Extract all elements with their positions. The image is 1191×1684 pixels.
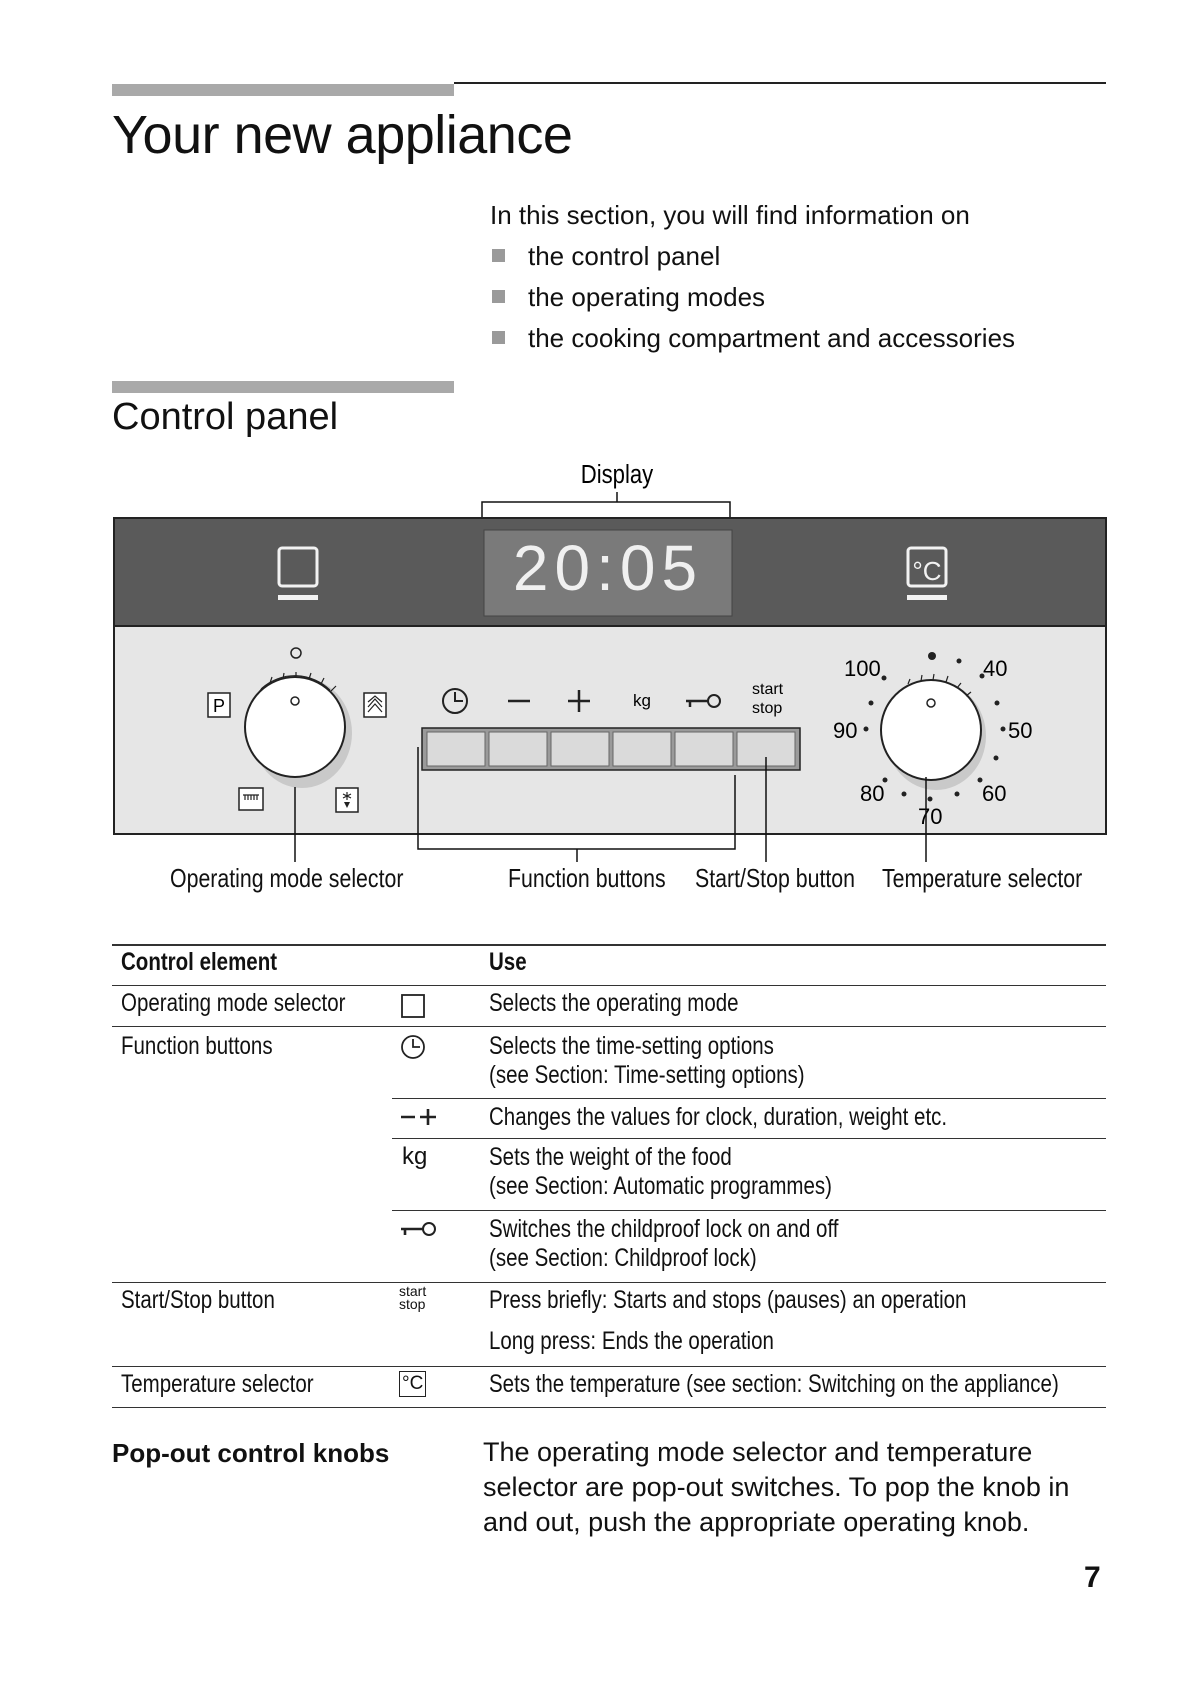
function-button [675,732,733,766]
defrost-icon [336,788,358,812]
callout-function-buttons: Function buttons [508,863,666,893]
programme-p-text: P [212,696,226,716]
table-cell-use: Long press: Ends the operation [489,1327,774,1355]
clock-icon [399,1033,427,1061]
celsius-indicator-text: °C [912,556,942,586]
display-label: Display [580,460,654,490]
stop-icon-text: stop [752,700,783,717]
table-cell-element: Start/Stop button [121,1286,275,1314]
table-cell-use: Sets the weight of the food [489,1143,732,1171]
temp-mark-90: 90 [833,718,858,743]
page-number: 7 [1084,1561,1101,1594]
section-title: Control panel [112,396,339,438]
temp-mark-100: 100 [844,656,881,681]
minus-plus-icon [399,1105,439,1129]
temp-mark-70: 70 [918,804,943,829]
celsius-symbol: °C [399,1371,426,1397]
start-icon-text: start [752,681,784,698]
popout-heading: Pop-out control knobs [112,1438,390,1468]
temp-mark-80: 80 [860,781,885,806]
table-cell-use: Changes the values for clock, duration, weight etc. [489,1103,948,1131]
function-buttons-strip [422,728,800,770]
function-button [551,732,609,766]
table-cell-use: Switches the childproof lock on and off [489,1215,839,1243]
table-cell-use: Sets the temperature (see section: Switching on the appliance) [489,1370,1059,1398]
popout-text: The operating mode selector and temperature selector are pop-out switches. To pop the knob in and out, push the appropriate operating knob. [483,1437,1070,1537]
function-button [427,732,485,766]
table-cell-use: Press briefly: Starts and stops (pauses) an operation [489,1286,967,1314]
function-button [489,732,547,766]
hot-air-icon [364,693,386,717]
table-cell-use: (see Section: Childproof lock) [489,1244,757,1272]
callout-temperature-selector: Temperature selector [882,863,1083,893]
square-icon [400,993,426,1019]
table-top-rule [112,944,1106,946]
intro-list-item: the control panel [490,236,1015,277]
table-cell-element: Temperature selector [121,1370,314,1398]
celsius-indicator-bar [907,595,947,600]
table-cell-use: (see Section: Time-setting options) [489,1061,805,1089]
grill-icon [239,788,263,810]
display-bracket [482,492,730,518]
table-header-use: Use [489,948,527,976]
start-stop-symbol: start stop [399,1283,427,1312]
mode-indicator-bar [278,595,318,600]
table-cell-element: Operating mode selector [121,989,346,1017]
display-value: 20:05 [512,532,704,604]
intro-text: In this section, you will find information on [490,200,970,230]
table-header-element: Control element [121,948,278,976]
intro-list-item: the cooking compartment and accessories [490,318,1015,359]
callout-operating-mode-selector: Operating mode selector [170,863,404,893]
table-cell-element: Function buttons [121,1032,273,1060]
kg-symbol: kg [402,1143,428,1170]
kg-icon: kg [633,691,651,710]
page-title: Your new appliance [112,105,573,165]
key-icon [399,1217,439,1241]
table-cell-use: Selects the time-setting options [489,1032,774,1060]
temp-mark-50: 50 [1008,718,1033,743]
intro-list-item: the operating modes [490,277,1015,318]
table-cell-use: (see Section: Automatic programmes) [489,1172,832,1200]
callout-start-stop-button: Start/Stop button [695,863,856,893]
table-cell-use: Selects the operating mode [489,989,739,1017]
function-button [613,732,671,766]
temp-mark-60: 60 [982,781,1007,806]
temp-mark-40: 40 [983,656,1008,681]
